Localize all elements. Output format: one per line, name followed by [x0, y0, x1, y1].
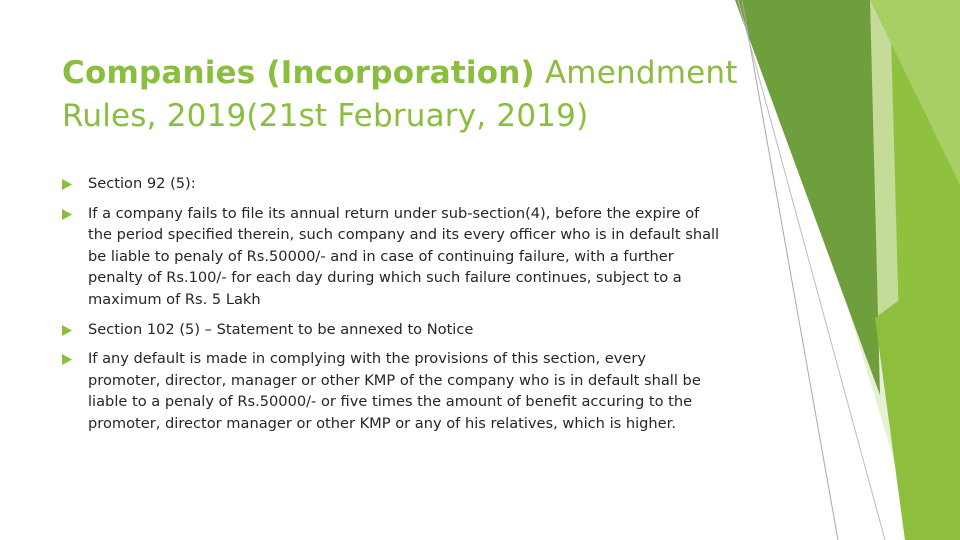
slide-title — [62, 52, 742, 138]
facet-dark — [735, 0, 880, 395]
slide-title-rest: Amendment Rules, 2019(21st February, 2019) — [62, 55, 738, 134]
bullet-item — [62, 203, 722, 311]
slide-title-bold: Companies (Incorporation) — [62, 55, 535, 91]
right-triangle-arrow-icon — [62, 179, 72, 190]
bullet-text: If any default is made in complying with the provisions of this section, every promoter, director, manager or other KMP of the company who is in default shall be liable to a penaly of Rs.50000/- or five times the amount of benefit accuring to the promoter, director manager or other KMP or any of his relatives, which is higher. — [88, 350, 701, 432]
right-triangle-arrow-icon — [62, 209, 72, 220]
bullet-item — [62, 348, 722, 434]
bullet-item — [62, 319, 722, 341]
bullet-text: Section 102 (5) – Statement to be annexed to Notice — [88, 320, 474, 338]
bullet-text: If a company fails to file its annual return under sub-section(4), before the expire of the period specified therein, such company and its every officer who is in default shall be liable to penaly of Rs.50000/- and in case of continuing failure, with a further penalty of Rs.100/- for each day during which such failure continues, subject to a maximum of Rs. 5 Lakh — [88, 204, 720, 308]
right-triangle-arrow-icon — [62, 325, 72, 336]
right-triangle-arrow-icon — [62, 354, 72, 365]
bullet-list — [62, 173, 722, 443]
bullet-text: Section 92 (5): — [88, 175, 196, 192]
bullet-item — [62, 173, 722, 195]
